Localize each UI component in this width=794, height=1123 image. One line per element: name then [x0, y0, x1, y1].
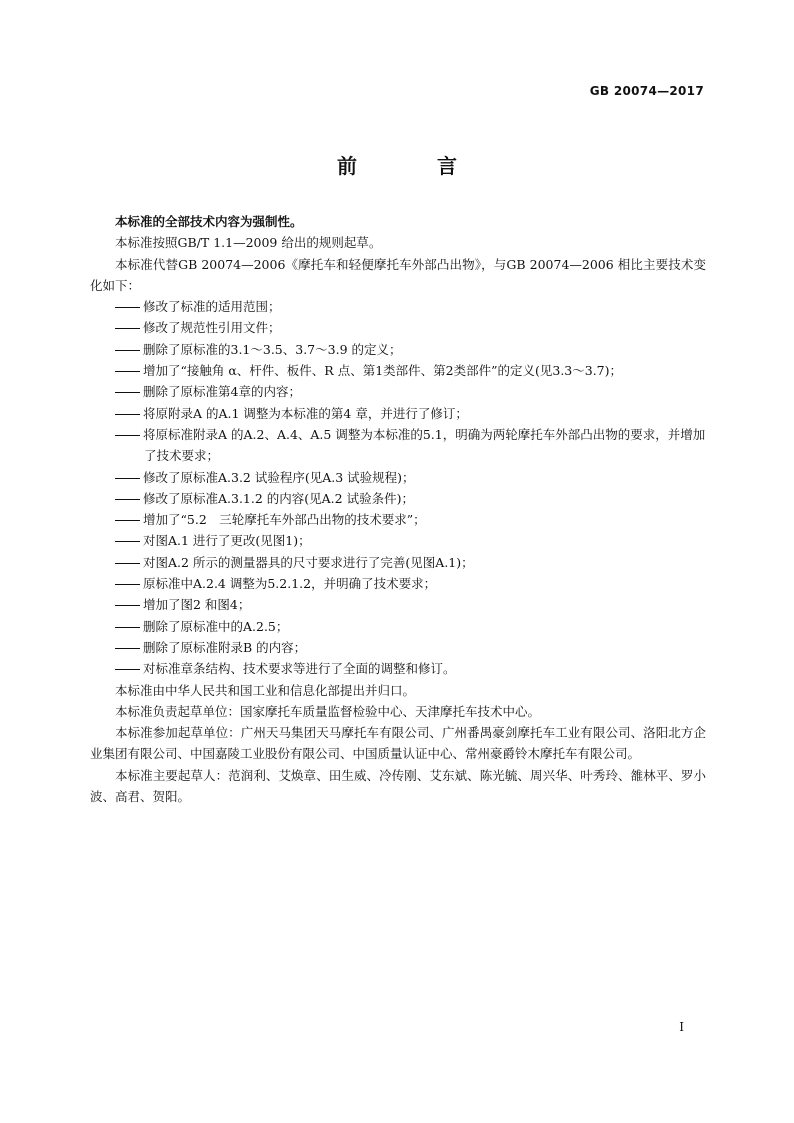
list-item: 将原标准附录A 的A.2、A.4、A.5 调整为本标准的5.1，明确为两轮摩托车外部凸出物的要求，并增加了技术要求； [90, 424, 706, 467]
list-item: 删除了原标准中的A.2.5； [90, 616, 706, 637]
em-dash-mark [115, 541, 140, 542]
list-item: 修改了原标准A.3.2 试验程序(见A.3 试验规程)； [90, 467, 706, 488]
list-item: 增加了“5.2 三轮摩托车外部凸出物的技术要求”； [90, 509, 706, 530]
em-dash-mark [115, 328, 140, 329]
em-dash-mark [115, 520, 140, 521]
em-dash-mark [115, 499, 140, 500]
list-item: 增加了图2 和图4； [90, 594, 706, 615]
em-dash-mark [115, 435, 140, 436]
list-item: 原标准中A.2.4 调整为5.2.1.2，并明确了技术要求； [90, 573, 706, 594]
em-dash-mark [115, 371, 140, 372]
em-dash-mark [115, 648, 140, 649]
list-item: 修改了原标准A.3.1.2 的内容(见A.2 试验条件)； [90, 488, 706, 509]
list-item: 修改了标准的适用范围； [90, 296, 706, 317]
paragraph-drafters: 本标准主要起草人：范润利、艾焕章、田生威、冷传刚、艾东斌、陈光毓、周兴华、叶秀玲、雒林平、罗小波、高君、贺阳。 [90, 767, 706, 805]
list-item: 删除了原标准第4章的内容； [90, 381, 706, 402]
em-dash-mark [115, 392, 140, 393]
list-item: 对标准章条结构、技术要求等进行了全面的调整和修订。 [90, 658, 706, 679]
foreword-body [90, 211, 706, 807]
list-item: 将原附录A 的A.1 调整为本标准的第4 章，并进行了修订； [90, 403, 706, 424]
changes-list [90, 296, 706, 679]
paragraph-participating-units: 本标准参加起草单位：广州天马集团天马摩托车有限公司、广州番禺豪剑摩托车工业有限公司、洛阳北方企业集团有限公司、中国嘉陵工业股份有限公司、中国质量认证中心、常州豪爵铃木摩托车有限公司。 [90, 725, 706, 762]
em-dash-mark [115, 307, 140, 308]
em-dash-mark [115, 563, 140, 564]
paragraph-replaces: 本标准代替GB 20074—2006《摩托车和轻便摩托车外部凸出物》，与GB 20074—2006 相比主要技术变化如下： [90, 256, 706, 293]
list-item: 删除了原标准的3.1～3.5、3.7～3.9 的定义； [90, 339, 706, 360]
em-dash-mark [115, 584, 140, 585]
list-item: 对图A.1 进行了更改(见图1)； [90, 530, 706, 551]
em-dash-mark [115, 350, 140, 351]
page-title: 前 言 [337, 154, 487, 178]
list-item: 修改了规范性引用文件； [90, 317, 706, 338]
em-dash-mark [115, 414, 140, 415]
paragraph-proposed-by: 本标准由中华人民共和国工业和信息化部提出并归口。 [115, 682, 416, 698]
em-dash-mark [115, 478, 140, 479]
list-item: 对图A.2 所示的测量器具的尺寸要求进行了完善(见图A.1)； [90, 552, 706, 573]
standard-code: GB 20074—2017 [589, 84, 704, 98]
paragraph-responsible-units: 本标准负责起草单位：国家摩托车质量监督检验中心、天津摩托车技术中心。 [115, 703, 541, 719]
list-item: 增加了“接触角 α、杆件、板件、R 点、第1类部件、第2类部件”的定义(见3.3～3.7)； [90, 360, 706, 381]
em-dash-mark [115, 605, 140, 606]
list-item: 删除了原标准附录B 的内容； [90, 637, 706, 658]
em-dash-mark [115, 669, 140, 670]
paragraph-mandatory: 本标准的全部技术内容为强制性。 [115, 214, 303, 229]
em-dash-mark [115, 627, 140, 628]
page-number: I [679, 1020, 684, 1034]
paragraph-drafting-rules: 本标准按照GB/T 1.1—2009 给出的规则起草。 [115, 235, 382, 251]
